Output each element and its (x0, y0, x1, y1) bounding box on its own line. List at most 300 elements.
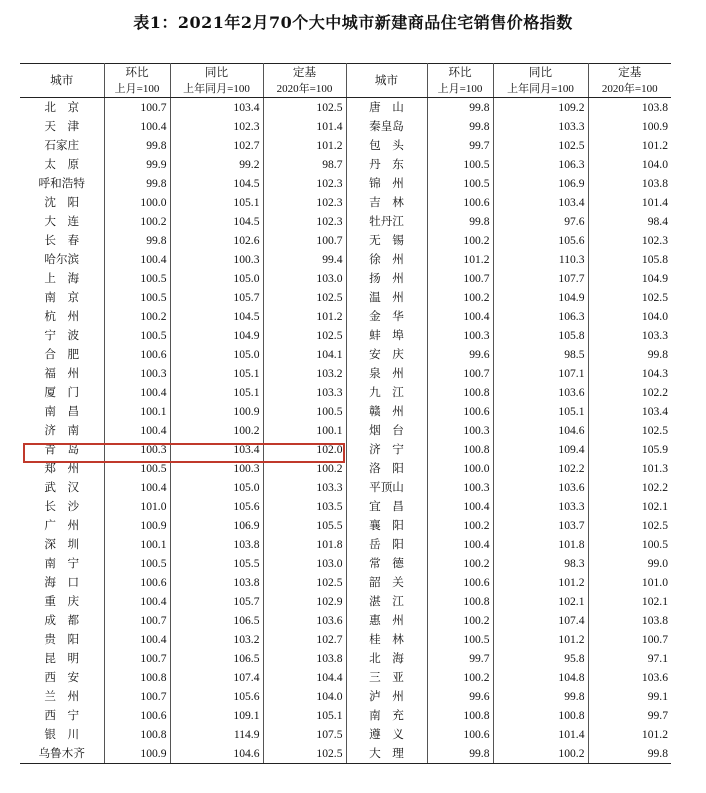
mom-value-cell: 100.4 (104, 421, 170, 440)
city-name-cell: 襄 阳 (346, 516, 427, 535)
mom-value-cell: 100.6 (104, 706, 170, 725)
fixed-value-cell: 103.6 (263, 611, 346, 630)
city-name-cell: 济 宁 (346, 440, 427, 459)
mom-value-cell: 100.1 (104, 402, 170, 421)
table-row (20, 250, 671, 269)
mom-value-cell: 99.8 (104, 174, 170, 193)
header-mom-sub-left: 上月=100 (104, 81, 170, 98)
table-row (20, 706, 671, 725)
table-row (20, 364, 671, 383)
yoy-value-cell: 103.8 (170, 573, 263, 592)
yoy-value-cell: 105.1 (170, 383, 263, 402)
fixed-value-cell: 99.7 (647, 709, 668, 722)
mom-value-cell: 100.6 (427, 573, 493, 592)
city-name-cell: 长 春 (20, 231, 104, 250)
city-name-cell: 太 原 (20, 155, 104, 174)
fixed-value-cell: 99.0 (647, 557, 668, 570)
city-name-cell: 深 圳 (20, 535, 104, 554)
yoy-value-cell: 103.2 (170, 630, 263, 649)
city-name-cell: 锦 州 (346, 174, 427, 193)
header-mom-right: 环比 (427, 64, 493, 82)
fixed-value-cell: 98.4 (647, 215, 668, 228)
fixed-value-cell: 102.5 (263, 326, 346, 345)
city-name-cell: 韶 关 (346, 573, 427, 592)
price-index-table (20, 63, 671, 764)
mom-value-cell: 100.4 (104, 250, 170, 269)
yoy-value-cell: 102.7 (170, 136, 263, 155)
table-row (20, 212, 671, 231)
table-row (20, 573, 671, 592)
city-name-cell: 哈尔滨 (20, 250, 104, 269)
city-name-cell: 北 海 (346, 649, 427, 668)
yoy-value-cell: 100.9 (170, 402, 263, 421)
city-name-cell: 成 都 (20, 611, 104, 630)
yoy-value-cell: 105.6 (170, 687, 263, 706)
city-name-cell: 大 理 (346, 744, 427, 764)
city-name-cell: 泉 州 (346, 364, 427, 383)
table-row (20, 288, 671, 307)
city-name-cell: 合 肥 (20, 345, 104, 364)
city-name-cell: 赣 州 (346, 402, 427, 421)
yoy-value-cell: 102.2 (493, 459, 588, 478)
mom-value-cell: 100.4 (104, 630, 170, 649)
fixed-value-cell: 103.3 (263, 383, 346, 402)
mom-value-cell: 100.2 (427, 288, 493, 307)
mom-value-cell: 100.8 (427, 706, 493, 725)
fixed-value-cell: 99.1 (647, 690, 668, 703)
table-row (20, 174, 671, 193)
city-name-cell: 武 汉 (20, 478, 104, 497)
fixed-value-cell: 102.5 (263, 98, 346, 118)
yoy-value-cell: 102.5 (493, 136, 588, 155)
mom-value-cell: 100.8 (427, 592, 493, 611)
city-name-cell: 温 州 (346, 288, 427, 307)
city-name-cell: 扬 州 (346, 269, 427, 288)
fixed-value-cell: 103.3 (263, 478, 346, 497)
city-name-cell: 牡丹江 (346, 212, 427, 231)
header-fixed-sub-left: 2020年=100 (263, 81, 346, 98)
fixed-value-cell: 102.5 (263, 573, 346, 592)
mom-value-cell: 99.9 (104, 155, 170, 174)
mom-value-cell: 100.3 (427, 421, 493, 440)
mom-value-cell: 100.2 (104, 212, 170, 231)
fixed-value-cell: 103.4 (641, 405, 668, 418)
city-name-cell: 贵 阳 (20, 630, 104, 649)
yoy-value-cell: 101.8 (493, 535, 588, 554)
fixed-value-cell: 104.0 (641, 310, 668, 323)
yoy-value-cell: 103.4 (493, 193, 588, 212)
city-name-cell: 惠 州 (346, 611, 427, 630)
yoy-value-cell: 103.6 (493, 478, 588, 497)
yoy-value-cell: 103.4 (170, 440, 263, 459)
yoy-value-cell: 97.6 (493, 212, 588, 231)
yoy-value-cell: 105.6 (170, 497, 263, 516)
mom-value-cell: 100.4 (104, 478, 170, 497)
yoy-value-cell: 104.8 (493, 668, 588, 687)
header-mom-sub-right: 上月=100 (427, 81, 493, 98)
table-row (20, 744, 671, 764)
fixed-value-cell: 100.2 (263, 459, 346, 478)
header-yoy-sub-left: 上年同月=100 (170, 81, 263, 98)
header-city-left: 城市 (20, 64, 104, 98)
mom-value-cell: 99.8 (427, 117, 493, 136)
city-name-cell: 西 安 (20, 668, 104, 687)
fixed-value-cell: 102.0 (263, 440, 346, 459)
city-name-cell: 蚌 埠 (346, 326, 427, 345)
yoy-value-cell: 98.3 (493, 554, 588, 573)
mom-value-cell: 99.7 (427, 649, 493, 668)
yoy-value-cell: 106.3 (493, 307, 588, 326)
header-fixed-right: 定基 (588, 64, 671, 82)
mom-value-cell: 100.7 (104, 98, 170, 118)
city-name-cell: 秦皇岛 (346, 117, 427, 136)
city-name-cell: 九 江 (346, 383, 427, 402)
yoy-value-cell: 114.9 (170, 725, 263, 744)
fixed-value-cell: 100.9 (641, 120, 668, 133)
city-name-cell: 济 南 (20, 421, 104, 440)
fixed-value-cell: 99.8 (588, 744, 671, 764)
mom-value-cell: 100.3 (104, 440, 170, 459)
mom-value-cell: 100.7 (427, 364, 493, 383)
city-name-cell: 烟 台 (346, 421, 427, 440)
fixed-value-cell: 102.5 (263, 744, 346, 764)
mom-value-cell: 99.7 (427, 136, 493, 155)
mom-value-cell: 100.7 (427, 269, 493, 288)
fixed-value-cell: 101.3 (641, 462, 668, 475)
yoy-value-cell: 105.1 (493, 402, 588, 421)
yoy-value-cell: 100.3 (170, 459, 263, 478)
city-name-cell: 南 京 (20, 288, 104, 307)
city-name-cell: 银 川 (20, 725, 104, 744)
fixed-value-cell: 101.8 (263, 535, 346, 554)
fixed-value-cell: 101.2 (641, 139, 668, 152)
fixed-value-cell: 101.2 (263, 136, 346, 155)
yoy-value-cell: 102.6 (170, 231, 263, 250)
yoy-value-cell: 102.3 (170, 117, 263, 136)
mom-value-cell: 100.6 (427, 402, 493, 421)
fixed-value-cell: 103.8 (641, 101, 668, 114)
header-yoy-right: 同比 (493, 64, 588, 82)
mom-value-cell: 100.2 (427, 516, 493, 535)
yoy-value-cell: 106.9 (493, 174, 588, 193)
header-fixed-sub-right: 2020年=100 (588, 81, 671, 98)
fixed-value-cell: 98.7 (263, 155, 346, 174)
yoy-value-cell: 105.7 (170, 592, 263, 611)
yoy-value-cell: 106.9 (170, 516, 263, 535)
yoy-value-cell: 99.8 (493, 687, 588, 706)
table-row (20, 326, 671, 345)
mom-value-cell: 100.6 (427, 193, 493, 212)
yoy-value-cell: 104.5 (170, 307, 263, 326)
mom-value-cell: 100.6 (104, 573, 170, 592)
yoy-value-cell: 104.5 (170, 212, 263, 231)
city-name-cell: 乌鲁木齐 (20, 744, 104, 764)
city-name-cell: 常 德 (346, 554, 427, 573)
fixed-value-cell: 103.3 (641, 329, 668, 342)
yoy-value-cell: 106.5 (170, 611, 263, 630)
mom-value-cell: 100.8 (427, 440, 493, 459)
fixed-value-cell: 100.7 (263, 231, 346, 250)
mom-value-cell: 100.2 (427, 668, 493, 687)
mom-value-cell: 100.9 (104, 516, 170, 535)
mom-value-cell: 100.6 (104, 345, 170, 364)
header-yoy-left: 同比 (170, 64, 263, 82)
yoy-value-cell: 101.2 (493, 573, 588, 592)
table-row (20, 231, 671, 250)
fixed-value-cell: 103.6 (641, 671, 668, 684)
mom-value-cell: 100.3 (427, 478, 493, 497)
table-body (20, 98, 671, 764)
yoy-value-cell: 104.5 (170, 174, 263, 193)
table-row (20, 592, 671, 611)
city-name-cell: 沈 阳 (20, 193, 104, 212)
fixed-value-cell: 104.1 (263, 345, 346, 364)
header-yoy-sub-right: 上年同月=100 (493, 81, 588, 98)
city-name-cell: 平顶山 (346, 478, 427, 497)
fixed-value-cell: 103.5 (263, 497, 346, 516)
table-row (20, 725, 671, 744)
table-row (20, 98, 671, 118)
mom-value-cell: 99.8 (427, 744, 493, 764)
fixed-value-cell: 102.5 (641, 519, 668, 532)
city-name-cell: 福 州 (20, 364, 104, 383)
mom-value-cell: 100.4 (427, 535, 493, 554)
city-name-cell: 重 庆 (20, 592, 104, 611)
yoy-value-cell: 107.4 (493, 611, 588, 630)
fixed-value-cell: 97.1 (647, 652, 668, 665)
city-name-cell: 杭 州 (20, 307, 104, 326)
table-row (20, 269, 671, 288)
city-name-cell: 无 锡 (346, 231, 427, 250)
yoy-value-cell: 110.3 (493, 250, 588, 269)
city-name-cell: 遵 义 (346, 725, 427, 744)
yoy-value-cell: 103.6 (493, 383, 588, 402)
fixed-value-cell: 100.7 (641, 633, 668, 646)
mom-value-cell: 99.8 (427, 98, 493, 118)
mom-value-cell: 100.4 (427, 307, 493, 326)
fixed-value-cell: 102.1 (641, 595, 668, 608)
yoy-value-cell: 100.2 (493, 744, 588, 764)
fixed-value-cell: 101.4 (641, 196, 668, 209)
mom-value-cell: 100.4 (104, 383, 170, 402)
yoy-value-cell: 99.2 (170, 155, 263, 174)
fixed-value-cell: 101.2 (641, 728, 668, 741)
mom-value-cell: 101.2 (427, 250, 493, 269)
city-name-cell: 唐 山 (346, 98, 427, 118)
fixed-value-cell: 102.5 (641, 424, 668, 437)
yoy-value-cell: 100.8 (493, 706, 588, 725)
fixed-value-cell: 101.0 (641, 576, 668, 589)
mom-value-cell: 100.8 (427, 383, 493, 402)
mom-value-cell: 100.4 (104, 592, 170, 611)
yoy-value-cell: 109.4 (493, 440, 588, 459)
table-row (20, 554, 671, 573)
city-name-cell: 郑 州 (20, 459, 104, 478)
fixed-value-cell: 105.8 (641, 253, 668, 266)
yoy-value-cell: 105.0 (170, 345, 263, 364)
city-name-cell: 石家庄 (20, 136, 104, 155)
city-name-cell: 泸 州 (346, 687, 427, 706)
mom-value-cell: 99.8 (427, 212, 493, 231)
mom-value-cell: 100.2 (104, 307, 170, 326)
fixed-value-cell: 102.2 (641, 481, 668, 494)
mom-value-cell: 100.7 (104, 649, 170, 668)
city-name-cell: 宜 昌 (346, 497, 427, 516)
city-name-cell: 徐 州 (346, 250, 427, 269)
yoy-value-cell: 101.2 (493, 630, 588, 649)
city-name-cell: 大 连 (20, 212, 104, 231)
mom-value-cell: 100.5 (104, 269, 170, 288)
fixed-value-cell: 99.4 (263, 250, 346, 269)
fixed-value-cell: 102.5 (641, 291, 668, 304)
fixed-value-cell: 101.2 (263, 307, 346, 326)
fixed-value-cell: 107.5 (263, 725, 346, 744)
table-row (20, 402, 671, 421)
fixed-value-cell: 102.9 (263, 592, 346, 611)
mom-value-cell: 99.6 (427, 687, 493, 706)
mom-value-cell: 100.5 (104, 288, 170, 307)
city-name-cell: 金 华 (346, 307, 427, 326)
yoy-value-cell: 105.0 (170, 478, 263, 497)
fixed-value-cell: 101.4 (263, 117, 346, 136)
mom-value-cell: 100.5 (427, 630, 493, 649)
fixed-value-cell: 104.9 (641, 272, 668, 285)
fixed-value-cell: 104.4 (263, 668, 346, 687)
table-row (20, 440, 671, 459)
mom-value-cell: 100.2 (427, 231, 493, 250)
table-row (20, 117, 671, 136)
table-row (20, 155, 671, 174)
city-name-cell: 三 亚 (346, 668, 427, 687)
mom-value-cell: 100.4 (104, 117, 170, 136)
fixed-value-cell: 102.3 (263, 212, 346, 231)
header-mom-left: 环比 (104, 64, 170, 82)
yoy-value-cell: 105.8 (493, 326, 588, 345)
fixed-value-cell: 102.2 (641, 386, 668, 399)
yoy-value-cell: 107.4 (170, 668, 263, 687)
mom-value-cell: 100.8 (104, 725, 170, 744)
table-row (20, 459, 671, 478)
mom-value-cell: 100.7 (104, 611, 170, 630)
fixed-value-cell: 103.8 (641, 177, 668, 190)
yoy-value-cell: 105.0 (170, 269, 263, 288)
yoy-value-cell: 107.1 (493, 364, 588, 383)
fixed-value-cell: 100.5 (641, 538, 668, 551)
fixed-value-cell: 103.0 (263, 269, 346, 288)
table-row (20, 193, 671, 212)
mom-value-cell: 99.8 (104, 136, 170, 155)
mom-value-cell: 100.5 (427, 155, 493, 174)
city-name-cell: 岳 阳 (346, 535, 427, 554)
header-city-right: 城市 (346, 64, 427, 98)
mom-value-cell: 101.0 (104, 497, 170, 516)
table-row (20, 383, 671, 402)
city-name-cell: 南 昌 (20, 402, 104, 421)
mom-value-cell: 100.3 (427, 326, 493, 345)
table-row (20, 611, 671, 630)
fixed-value-cell: 100.1 (263, 421, 346, 440)
fixed-value-cell: 103.0 (263, 554, 346, 573)
yoy-value-cell: 107.7 (493, 269, 588, 288)
yoy-value-cell: 109.1 (170, 706, 263, 725)
yoy-value-cell: 103.7 (493, 516, 588, 535)
yoy-value-cell: 104.6 (170, 744, 263, 764)
fixed-value-cell: 105.1 (263, 706, 346, 725)
table-row (20, 630, 671, 649)
city-name-cell: 西 宁 (20, 706, 104, 725)
mom-value-cell: 100.8 (104, 668, 170, 687)
city-name-cell: 上 海 (20, 269, 104, 288)
mom-value-cell: 100.5 (104, 554, 170, 573)
yoy-value-cell: 105.1 (170, 364, 263, 383)
yoy-value-cell: 104.9 (493, 288, 588, 307)
yoy-value-cell: 103.3 (493, 497, 588, 516)
table-row (20, 421, 671, 440)
mom-value-cell: 100.2 (427, 611, 493, 630)
fixed-value-cell: 102.1 (641, 500, 668, 513)
mom-value-cell: 100.2 (427, 554, 493, 573)
fixed-value-cell: 105.5 (263, 516, 346, 535)
mom-value-cell: 100.6 (427, 725, 493, 744)
city-name-cell: 厦 门 (20, 383, 104, 402)
yoy-value-cell: 105.5 (170, 554, 263, 573)
city-name-cell: 宁 波 (20, 326, 104, 345)
city-name-cell: 青 岛 (20, 440, 104, 459)
header-fixed-left: 定基 (263, 64, 346, 82)
mom-value-cell: 100.0 (427, 459, 493, 478)
yoy-value-cell: 103.3 (493, 117, 588, 136)
table-title: 表1：2021年2月70个大中城市新建商品住宅销售价格指数 (133, 13, 573, 32)
mom-value-cell: 100.9 (104, 744, 170, 764)
yoy-value-cell: 109.2 (493, 98, 588, 118)
fixed-value-cell: 104.0 (263, 687, 346, 706)
yoy-value-cell: 100.3 (170, 250, 263, 269)
city-name-cell: 南 充 (346, 706, 427, 725)
yoy-value-cell: 101.4 (493, 725, 588, 744)
table-row (20, 516, 671, 535)
fixed-value-cell: 100.5 (263, 402, 346, 421)
mom-value-cell: 100.7 (104, 687, 170, 706)
table-row (20, 345, 671, 364)
fixed-value-cell: 102.7 (263, 630, 346, 649)
city-name-cell: 丹 东 (346, 155, 427, 174)
mom-value-cell: 100.0 (104, 193, 170, 212)
yoy-value-cell: 106.3 (493, 155, 588, 174)
fixed-value-cell: 104.3 (641, 367, 668, 380)
city-name-cell: 呼和浩特 (20, 174, 104, 193)
city-name-cell: 桂 林 (346, 630, 427, 649)
table-row (20, 478, 671, 497)
city-name-cell: 广 州 (20, 516, 104, 535)
fixed-value-cell: 103.8 (263, 649, 346, 668)
yoy-value-cell: 98.5 (493, 345, 588, 364)
mom-value-cell: 100.5 (104, 326, 170, 345)
yoy-value-cell: 102.1 (493, 592, 588, 611)
city-name-cell: 南 宁 (20, 554, 104, 573)
city-name-cell: 长 沙 (20, 497, 104, 516)
fixed-value-cell: 105.9 (641, 443, 668, 456)
city-name-cell: 洛 阳 (346, 459, 427, 478)
city-name-cell: 兰 州 (20, 687, 104, 706)
fixed-value-cell: 99.8 (647, 348, 668, 361)
table-row (20, 497, 671, 516)
city-name-cell: 天 津 (20, 117, 104, 136)
table-row (20, 307, 671, 326)
table-row (20, 535, 671, 554)
fixed-value-cell: 102.3 (641, 234, 668, 247)
table-row (20, 668, 671, 687)
city-name-cell: 安 庆 (346, 345, 427, 364)
